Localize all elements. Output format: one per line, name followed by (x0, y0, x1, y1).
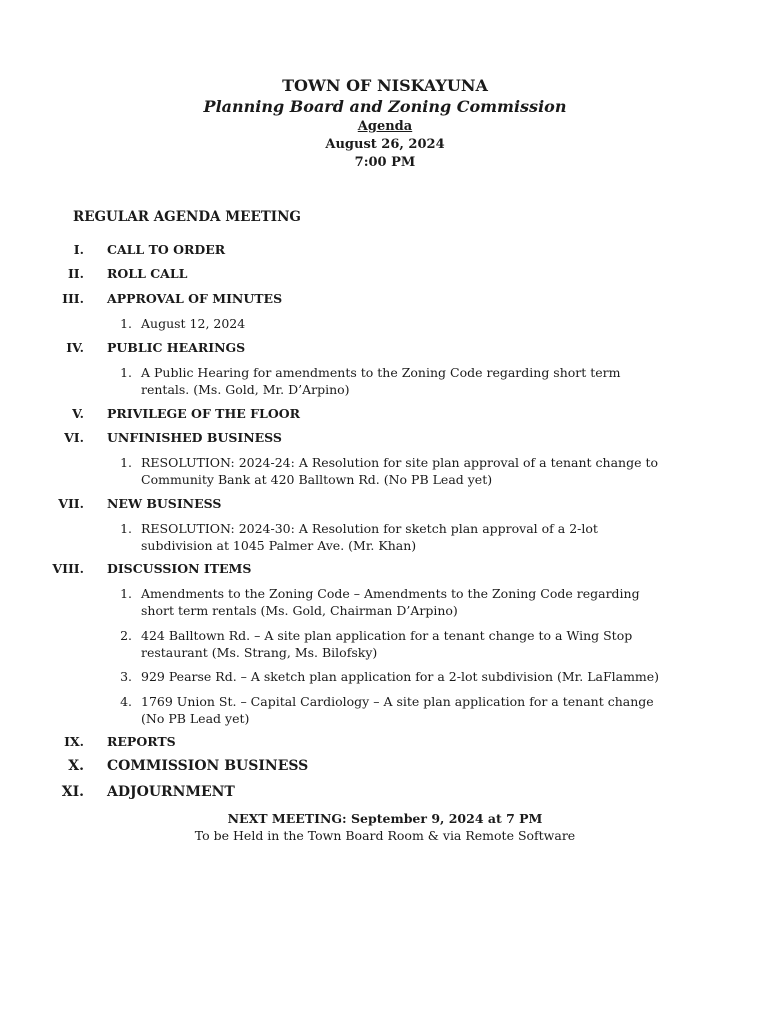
item-text: subdivision at 1045 Palmer Ave. (Mr. Khan) (141, 538, 417, 553)
item-text: short term rentals (Ms. Gold, Chairman D’Arpino) (141, 603, 458, 618)
item-number: 1. (120, 455, 132, 470)
section-title: REPORTS (107, 734, 176, 749)
section-title: UNFINISHED BUSINESS (107, 430, 282, 445)
item-text: rentals. (Ms. Gold, Mr. D’Arpino) (141, 382, 350, 397)
section-title: DISCUSSION ITEMS (107, 561, 252, 576)
item-number: 1. (120, 586, 132, 601)
meeting-time: 7:00 PM (354, 155, 416, 170)
item-text: restaurant (Ms. Strang, Ms. Bilofsky) (141, 645, 378, 660)
section-title: COMMISSION BUSINESS (107, 758, 309, 774)
section-title: ADJOURNMENT (107, 784, 235, 800)
town-name: TOWN OF NISKAYUNA (282, 76, 488, 95)
item-text: RESOLUTION: 2024-24: A Resolution for site plan approval of a tenant change to (141, 455, 659, 470)
item-text: August 12, 2024 (141, 316, 246, 331)
agenda-label: Agenda (357, 119, 413, 134)
section-number: III. (62, 291, 84, 306)
section-number: XI. (61, 784, 84, 800)
section-title: NEW BUSINESS (107, 496, 222, 511)
section-number: VII. (58, 496, 84, 511)
meeting-type: REGULAR AGENDA MEETING (73, 209, 301, 225)
item-text: A Public Hearing for amendments to the Zoning Code regarding short term (141, 365, 621, 380)
document-header (0, 76, 770, 172)
section-number: IV. (66, 340, 84, 355)
item-text: Community Bank at 420 Balltown Rd. (No PB Lead yet) (141, 472, 493, 487)
section-number: II. (67, 266, 84, 281)
section-number: X. (68, 758, 84, 774)
item-text: 424 Balltown Rd. – A site plan application for a tenant change to a Wing Stop (141, 628, 633, 643)
item-number: 3. (120, 669, 132, 684)
section-title: CALL TO ORDER (107, 242, 226, 257)
section-title: ROLL CALL (107, 266, 188, 281)
item-number: 1. (120, 365, 132, 380)
section-title: PUBLIC HEARINGS (107, 340, 246, 355)
item-text: 1769 Union St. – Capital Cardiology – A site plan application for a tenant change (141, 694, 654, 709)
board-name: Planning Board and Zoning Commission (203, 97, 567, 116)
item-number: 1. (120, 521, 132, 536)
item-text: 929 Pearse Rd. – A sketch plan application for a 2-lot subdivision (Mr. LaFlamme) (141, 669, 660, 684)
meeting-location: To be Held in the Town Board Room & via Remote Software (194, 828, 576, 843)
section-number: IX. (64, 734, 84, 749)
section-title: PRIVILEGE OF THE FLOOR (107, 406, 300, 421)
section-title: APPROVAL OF MINUTES (107, 291, 283, 306)
section-number: VIII. (52, 561, 84, 576)
meeting-date: August 26, 2024 (325, 137, 445, 152)
item-text: (No PB Lead yet) (141, 711, 250, 726)
section-number: VI. (64, 430, 84, 445)
item-text: RESOLUTION: 2024-30: A Resolution for sketch plan approval of a 2-lot (141, 521, 598, 536)
item-number: 1. (120, 316, 132, 331)
item-number: 2. (120, 628, 132, 643)
next-meeting: NEXT MEETING: September 9, 2024 at 7 PM (227, 811, 543, 826)
document-footer (0, 810, 770, 844)
section-number: I. (73, 242, 84, 257)
section-number: V. (72, 406, 84, 421)
item-number: 4. (120, 694, 132, 709)
item-text: Amendments to the Zoning Code – Amendments to the Zoning Code regarding (141, 586, 640, 601)
